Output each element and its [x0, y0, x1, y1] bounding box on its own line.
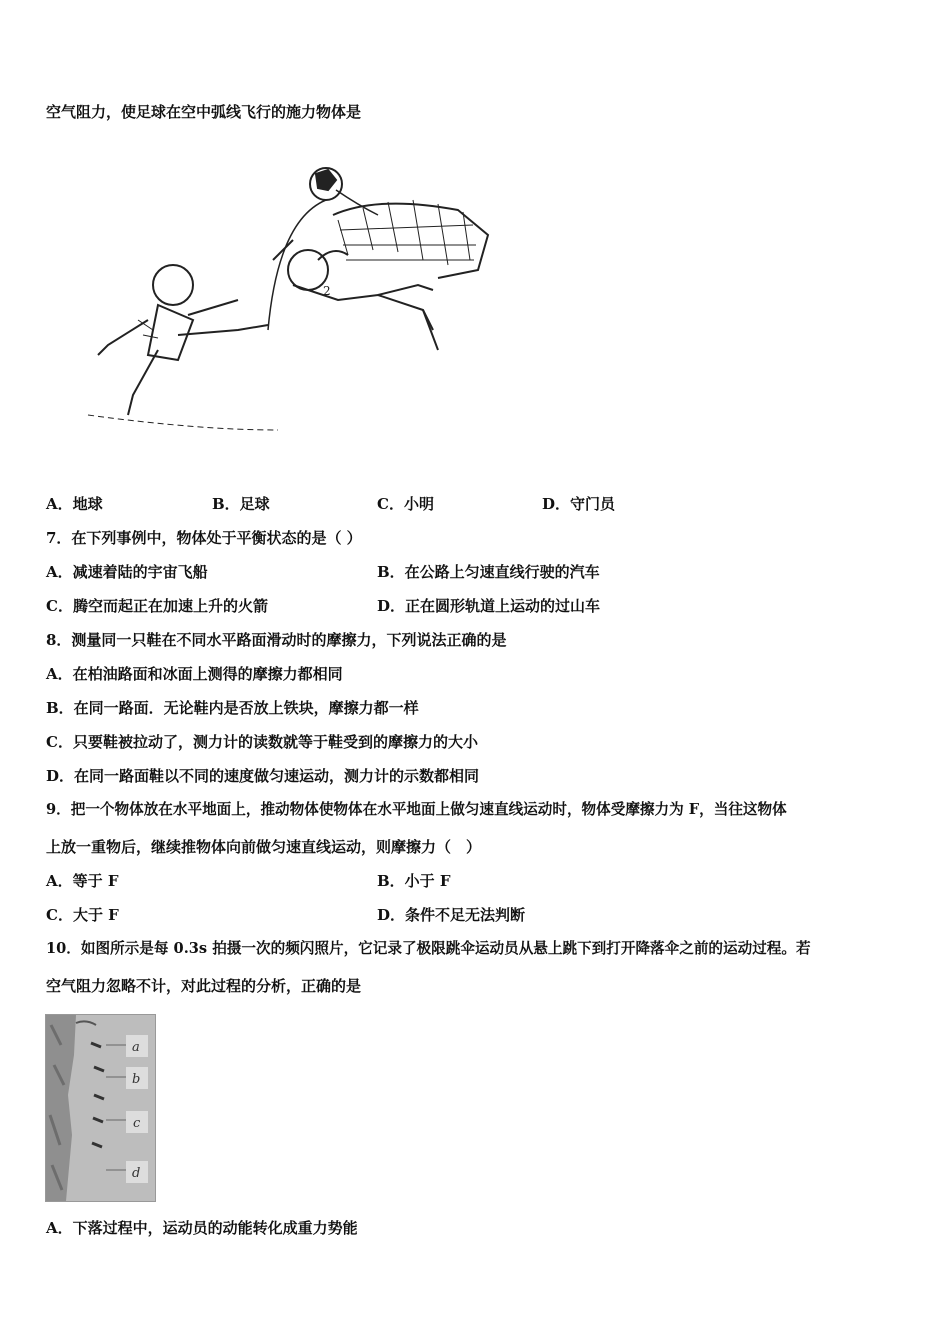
q10-stem-line2: 空气阻力忽略不计，对此过程的分析，正确的是	[46, 977, 362, 995]
q8-option-a: A．在柏油路面和冰面上测得的摩擦力都相同	[46, 665, 343, 683]
q9-stem-line2: 上放一重物后，继续推物体向前做匀速直线运动，则摩擦力（ ）	[46, 838, 482, 856]
q9-option-b: B．小于 F	[377, 872, 451, 890]
q6-option-d: D．守门员	[542, 495, 616, 513]
q6-option-c: C．小明	[377, 495, 434, 513]
q9-option-a: A．等于 F	[46, 872, 119, 890]
photo-label-b: b	[132, 1072, 141, 1087]
q6-option-b: B．足球	[212, 495, 270, 513]
q8-option-d: D．在同一路面鞋以不同的速度做匀速运动，测力计的示数都相同	[46, 767, 480, 785]
q9-option-d: D．条件不足无法判断	[377, 906, 526, 924]
q7-option-a: A．减速着陆的宇宙飞船	[46, 563, 208, 581]
q9-stem-line1: 9．把一个物体放在水平地面上，推动物体使物体在水平地面上做匀速直线运动时，物体受摩擦力为 F，当往这物体	[46, 801, 787, 818]
q6-stem-tail: 空气阻力，使足球在空中弧线飞行的施力物体是	[46, 103, 362, 121]
photo-label-c: c	[133, 1116, 141, 1131]
q7-stem: 7．在下列事例中，物体处于平衡状态的是（ ）	[46, 529, 362, 547]
photo-label-a: a	[132, 1040, 140, 1055]
q6-option-a: A．地球	[46, 495, 103, 513]
q9-option-c: C．大于 F	[46, 906, 119, 924]
q8-option-c: C．只要鞋被拉动了，测力计的读数就等于鞋受到的摩擦力的大小	[46, 733, 478, 751]
q10-option-a: A．下落过程中，运动员的动能转化成重力势能	[46, 1219, 358, 1237]
q8-option-b: B．在同一路面．无论鞋内是否放上铁块，摩擦力都一样	[46, 699, 419, 717]
soccer-illustration	[78, 160, 498, 450]
q10-stem-line1: 10．如图所示是每 0.3s 拍摄一次的频闪照片，它记录了极限跳伞运动员从悬上跳下到打开降落伞之前的运动过程。若	[46, 940, 811, 957]
q7-option-c: C．腾空而起正在加速上升的火箭	[46, 597, 268, 615]
q7-option-b: B．在公路上匀速直线行驶的汽车	[377, 563, 600, 581]
photo-label-d: d	[132, 1166, 141, 1181]
svg-text:2: 2	[323, 284, 331, 298]
stroboscopic-photo	[45, 1014, 156, 1202]
q8-stem: 8．测量同一只鞋在不同水平路面滑动时的摩擦力，下列说法正确的是	[46, 631, 507, 649]
q7-option-d: D．正在圆形轨道上运动的过山车	[377, 597, 601, 615]
